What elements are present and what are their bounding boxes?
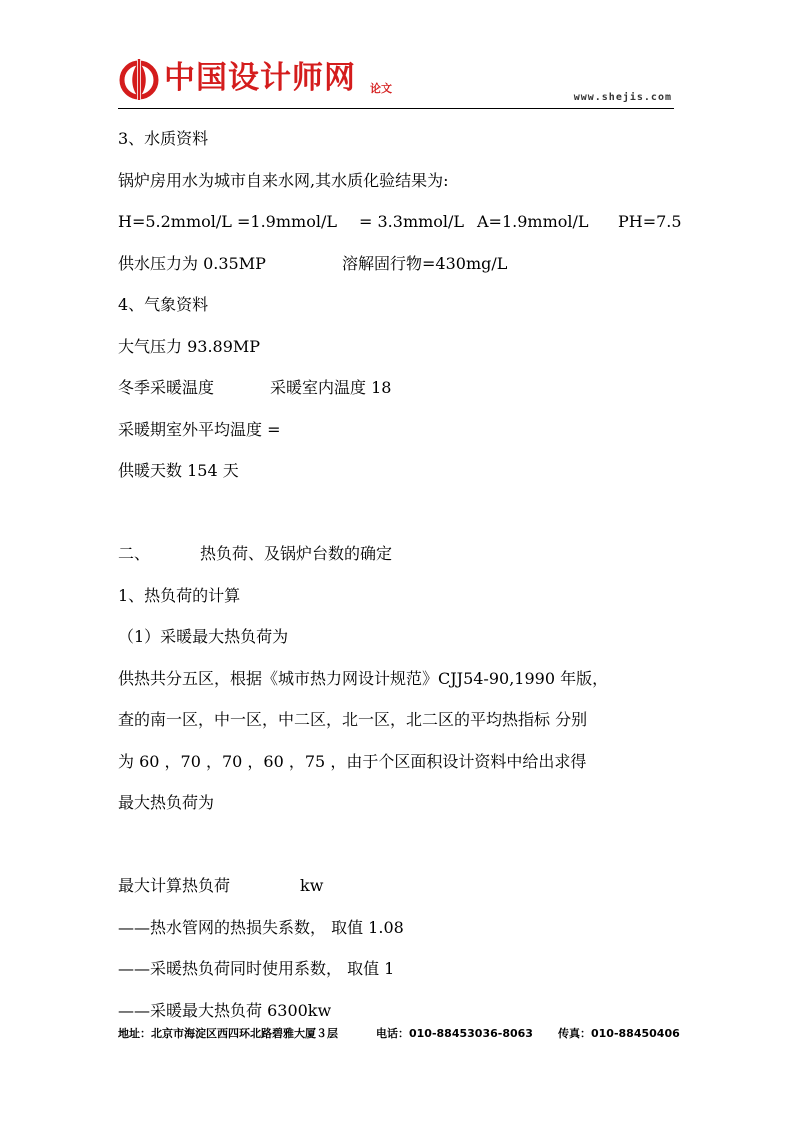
paragraph-line-3: 为 60 ，70 ，70 ，60 ，75 ，由于个区面积设计资料中给出求得 — [118, 751, 587, 771]
water-ph: PH=7.5 — [618, 212, 682, 231]
pressure-solids-line — [118, 243, 678, 285]
header-divider — [118, 108, 674, 109]
page-header — [118, 56, 674, 108]
winter-temp: 冬季采暖温度 — [118, 378, 215, 397]
brand-name: 中国设计师网 — [164, 60, 356, 96]
paragraph-line-2: 查的南一区，中一区，中二区，北一区，北二区的平均热指标 分别 — [118, 710, 588, 729]
document-body — [118, 118, 682, 1031]
section-4-title: 4、气象资料 — [118, 295, 209, 314]
max-load-line — [118, 865, 678, 907]
part-2-title: 热负荷、及锅炉台数的确定 — [200, 544, 393, 563]
water-quality-values — [118, 201, 682, 243]
water-alkalinity: A=1.9mmol/L — [477, 212, 589, 231]
paragraph-line-4: 最大热负荷为 — [118, 793, 215, 812]
part-2-number: 二、 — [118, 544, 151, 563]
water-value-2: =1.9mmol/L — [237, 212, 337, 231]
brand-subtitle: 论文 — [370, 82, 392, 95]
air-pressure: 大气压力 93.89MP — [118, 336, 261, 356]
temperature-line — [118, 367, 678, 409]
max-load-unit: kw — [300, 876, 324, 895]
site-url: www.shejis.com — [573, 92, 672, 103]
heating-days: 供暖天数 154 天 — [118, 461, 239, 480]
dissolved-solids: 溶解固行物=430mg/L — [342, 253, 508, 273]
section-1-title: 1、热负荷的计算 — [118, 585, 241, 605]
definition-3: ——采暖最大热负荷 6300kw — [118, 1000, 332, 1020]
paragraph-line-1: 供热共分五区，根据《城市热力网设计规范》CJJ54-90,1990 年版， — [118, 668, 609, 688]
section-3-title: 3、水质资料 — [118, 129, 209, 148]
blank-line — [118, 824, 678, 866]
footer-address: 地址：北京市海淀区西四环北路碧雅大厦３层 — [118, 1027, 338, 1040]
indoor-temp: 采暖室内温度 18 — [270, 378, 392, 397]
blank-line — [118, 492, 678, 534]
footer-phone: 电话：010-88453036-8063 — [376, 1027, 533, 1040]
logo-icon — [118, 58, 160, 100]
definition-2: ——采暖热负荷同时使用系数， 取值 1 — [118, 959, 395, 978]
supply-pressure: 供水压力为 0.35MP — [118, 253, 266, 273]
water-hardness: H=5.2mmol/L — [118, 212, 232, 231]
water-quality-intro: 锅炉房用水为城市自来水网,其水质化验结果为: — [118, 170, 449, 190]
subsection-1-title: （1）采暖最大热负荷为 — [118, 627, 289, 646]
outdoor-avg-temp: 采暖期室外平均温度 = — [118, 419, 281, 439]
footer-fax: 传真：010-88450406 — [558, 1027, 680, 1040]
part-2-heading — [118, 533, 678, 575]
definition-1: ——热水管网的热损失系数， 取值 1.08 — [118, 917, 404, 937]
max-load-label: 最大计算热负荷 — [118, 876, 231, 895]
water-value-3: = 3.3mmol/L — [359, 212, 465, 231]
